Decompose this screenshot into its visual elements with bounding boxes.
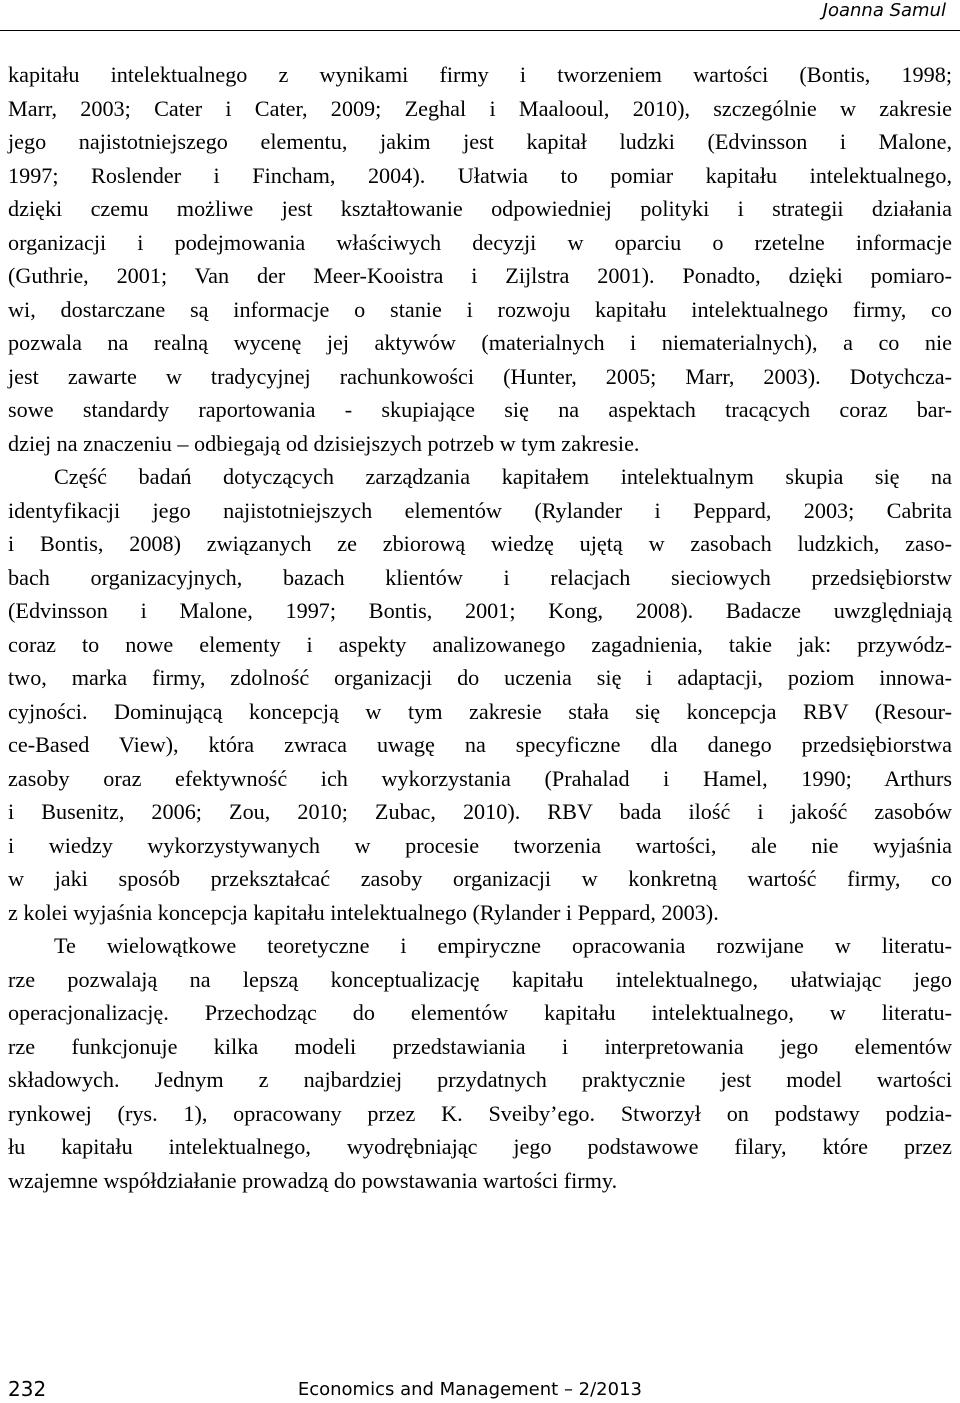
text-line: dzięki czemu możliwe jest kształtowanie odpowiedniej polityki i strategii działania bbox=[8, 196, 952, 221]
text-line: Część badań dotyczących zarządzania kapitałem intelektualnym skupia się na bbox=[54, 464, 952, 489]
text-line: rze pozwalają na lepszą konceptualizację kapitału intelektualnego, ułatwiając jego bbox=[8, 966, 952, 992]
text-line: organizacji i podejmowania właściwych decyzji w oparciu o rzetelne informacje bbox=[8, 229, 952, 255]
text-line: rynkowej (rys. 1), opracowany przez K. Sveiby’ego. Stworzył on podstawy podzia- bbox=[8, 1100, 952, 1126]
text-line: two, marka firmy, zdolność organizacji do uczenia się i adaptacji, poziom innowa- bbox=[8, 665, 952, 690]
text-line: jego najistotniejszego elementu, jakim jest kapitał ludzki (Edvinsson i Malone, bbox=[8, 129, 952, 154]
text-line: i Busenitz, 2006; Zou, 2010; Zubac, 2010). RBV bada ilość i jakość zasobów bbox=[8, 799, 952, 824]
text-line: Te wielowątkowe teoretyczne i empiryczne opracowania rozwijane w literatu- bbox=[54, 933, 952, 958]
text-line: łu kapitału intelektualnego, wyodrębniając jego podstawowe filary, które przez bbox=[8, 1134, 952, 1159]
paragraph bbox=[8, 929, 952, 1197]
text-line: (Edvinsson i Malone, 1997; Bontis, 2001; Kong, 2008). Badacze uwzględniają bbox=[8, 598, 952, 623]
text-line: identyfikacji jego najistotniejszych elementów (Rylander i Peppard, 2003; Cabrita bbox=[8, 497, 952, 523]
text-line: (Guthrie, 2001; Van der Meer-Kooistra i Zijlstra 2001). Ponadto, dzięki pomiaro- bbox=[8, 263, 952, 288]
text-line: jest zawarte w tradycyjnej rachunkowości (Hunter, 2005; Marr, 2003). Dotychcza- bbox=[8, 363, 952, 389]
text-line: coraz to nowe elementy i aspekty analizowanego zagadnienia, takie jak: przywódz- bbox=[8, 631, 952, 657]
text-line: w jaki sposób przekształcać zasoby organizacji w konkretną wartość firmy, co bbox=[8, 866, 952, 891]
text-line: cyjności. Dominującą koncepcją w tym zakresie stała się koncepcja RBV (Resour- bbox=[8, 698, 952, 724]
text-line: zasoby oraz efektywność ich wykorzystania (Prahalad i Hamel, 1990; Arthurs bbox=[8, 765, 952, 791]
text-line: operacjonalizację. Przechodząc do elementów kapitału intelektualnego, w literatu- bbox=[8, 1000, 952, 1025]
text-line: i wiedzy wykorzystywanych w procesie tworzenia wartości, ale nie wyjaśnia bbox=[8, 832, 952, 858]
text-line: wi, dostarczane są informacje o stanie i rozwoju kapitału intelektualnego firmy, co bbox=[8, 296, 952, 322]
text-line: ce-Based View), która zwraca uwagę na specyficzne dla danego przedsiębiorstwa bbox=[8, 732, 952, 757]
journal-name: Economics and Management – 2/2013 bbox=[297, 1379, 642, 1400]
text-line: i Bontis, 2008) związanych ze zbiorową wiedzę ujętą w zasobach ludzkich, zaso- bbox=[8, 531, 952, 556]
text-line: sowe standardy raportowania - skupiające się na aspektach tracących coraz bar- bbox=[8, 397, 952, 422]
text-line: 1997; Roslender i Fincham, 2004). Ułatwia to pomiar kapitału intelektualnego, bbox=[8, 162, 952, 188]
text-line: dziej na znaczeniu – odbiegają od dzisiejszych potrzeb w tym zakresie. bbox=[8, 430, 640, 456]
header-author: Joanna Samul bbox=[822, 0, 946, 21]
text-line: kapitału intelektualnego z wynikami firmy i tworzeniem wartości (Bontis, 1998; bbox=[8, 62, 952, 87]
text-line: wzajemne współdziałanie prowadzą do powstawania wartości firmy. bbox=[8, 1167, 618, 1193]
text-line: bach organizacyjnych, bazach klientów i relacjach sieciowych przedsiębiorstw bbox=[8, 564, 952, 590]
paragraph bbox=[8, 58, 952, 460]
text-line: pozwala na realną wycenę jej aktywów (materialnych i niematerialnych), a co nie bbox=[8, 330, 952, 355]
body-text bbox=[8, 58, 952, 1197]
text-line: z kolei wyjaśnia koncepcja kapitału intelektualnego (Rylander i Peppard, 2003). bbox=[8, 899, 719, 925]
page-footer bbox=[8, 1373, 642, 1403]
page-number: 232 bbox=[8, 1377, 47, 1401]
paragraph bbox=[8, 460, 952, 929]
text-line: Marr, 2003; Cater i Cater, 2009; Zeghal i Maalooul, 2010), szczególnie w zakresie bbox=[8, 95, 952, 121]
text-line: składowych. Jednym z najbardziej przydatnych praktycznie jest model wartości bbox=[8, 1067, 952, 1092]
running-header bbox=[0, 0, 960, 31]
text-line: rze funkcjonuje kilka modeli przedstawiania i interpretowania jego elementów bbox=[8, 1033, 952, 1059]
